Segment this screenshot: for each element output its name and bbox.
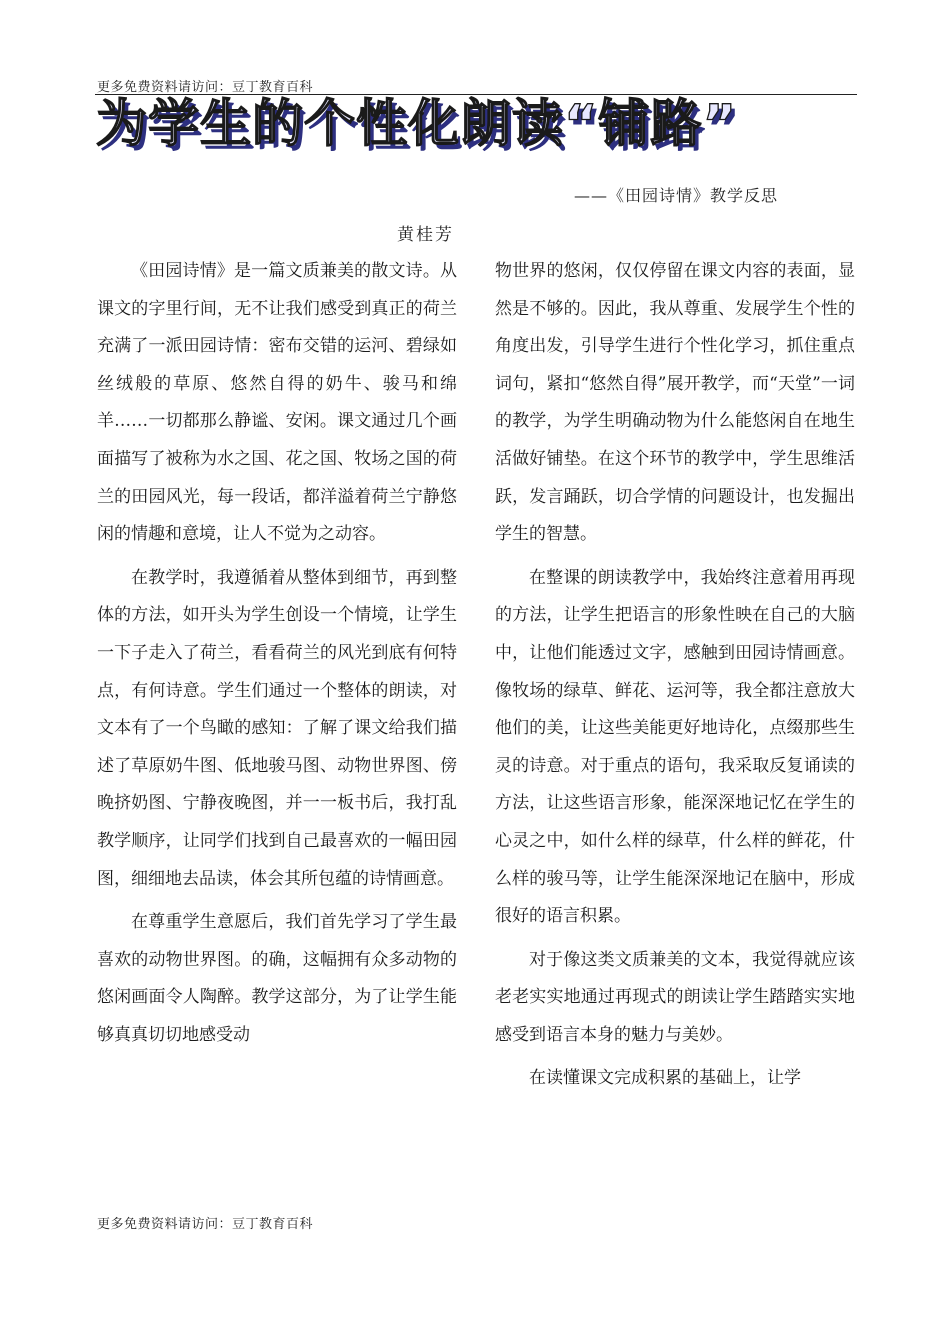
paragraph: 在尊重学生意愿后，我们首先学习了学生最喜欢的动物世界图。的确，这幅拥有众多动物的悠闲画面令人陶醉。教学这部分，为了让学生能够真真切切地感受动 bbox=[97, 912, 457, 1045]
header-note: 更多免费资料请访问：豆丁教育百科 bbox=[97, 80, 314, 95]
paragraph: 《田园诗情》是一篇文质兼美的散文诗。从课文的字里行间，无不让我们感受到真正的荷兰充满了一派田园诗情：密布交错的运河、碧绿如丝绒般的草原、悠然自得的奶牛、骏马和绵羊……一切都那么静谧、安闲。课文通过几个画面描写了被称为水之国、花之国、牧场之国的荷兰的田园风光，每一段话，都洋溢着荷兰宁静悠闲的情趣和意境，让人不觉为之动容。 bbox=[97, 261, 457, 545]
left-column bbox=[97, 253, 457, 1060]
right-column bbox=[495, 253, 855, 1104]
paragraph: 在教学时，我遵循着从整体到细节，再到整体的方法，如开头为学生创设一个情境，让学生一下子走入了荷兰，看看荷兰的风光到底有何特点，有何诗意。学生们通过一个整体的朗读，对文本有了一个鸟瞰的感知：了解了课文给我们描述了草原奶牛图、低地骏马图、动物世界图、傍晚挤奶图、宁静夜晚图，并一一板书后，我打乱教学顺序，让同学们找到自己最喜欢的一幅田园图，细细地去品读，体会其所包蕴的诗情画意。 bbox=[97, 567, 457, 889]
subtitle: ——《田园诗情》教学反思 bbox=[573, 186, 778, 205]
page-title: 为学生的个性化朗读“铺路” bbox=[96, 95, 738, 154]
paragraph-continued: 物世界的悠闲，仅仅停留在课文内容的表面，显然是不够的。因此，我从尊重、发展学生个性的角度出发，引导学生进行个性化学习，抓住重点词句，紧扣“悠然自得”展开教学，而“天堂”一词的教学，为学生明确动物为什么能悠闲自在地生活做好铺垫。在这个环节的教学中，学生思维活跃，发言踊跃，切合学情的问题设计，也发掘出学生的智慧。 bbox=[495, 261, 855, 545]
paragraph: 对于像这类文质兼美的文本，我觉得就应该老老实实地通过再现式的朗读让学生踏踏实实地感受到语言本身的魅力与美妙。 bbox=[495, 949, 855, 1045]
paragraph: 在整课的朗读教学中，我始终注意着用再现的方法，让学生把语言的形象性映在自己的大脑中，让他们能透过文字，感触到田园诗情画意。像牧场的绿草、鲜花、运河等，我全都注意放大他们的美，让这些美能更好地诗化，点缀那些生灵的诗意。对于重点的语句，我采取反复诵读的方法，让这些语言形象，能深深地记忆在学生的心灵之中，如什么样的绿草，什么样的鲜花，什么样的骏马等，让学生能深深地记在脑中，形成很好的语言积累。 bbox=[495, 567, 855, 927]
footer-note: 更多免费资料请访问：豆丁教育百科 bbox=[97, 1217, 314, 1232]
author-name: 黄桂芳 bbox=[397, 225, 454, 245]
paragraph: 在读懂课文完成积累的基础上，让学 bbox=[529, 1068, 801, 1089]
